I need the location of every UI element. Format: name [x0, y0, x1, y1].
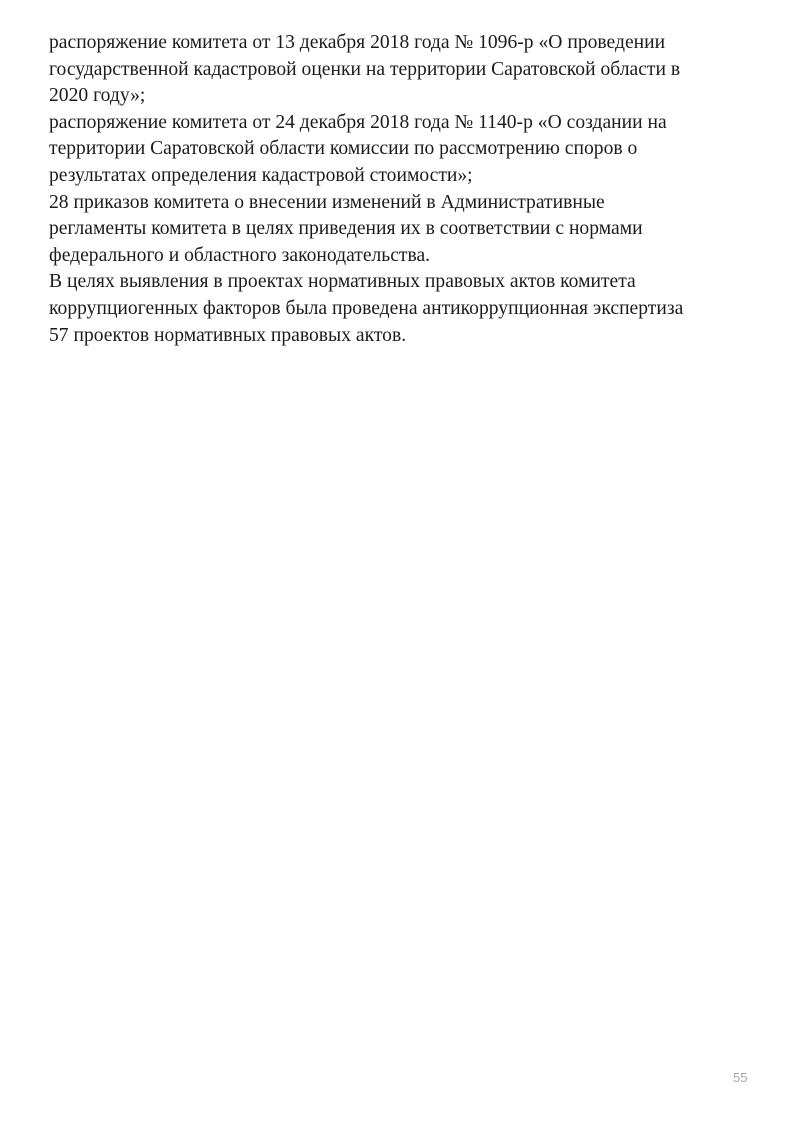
text-line: результатах определения кадастровой стоимости»;	[49, 164, 473, 186]
text-line: 28 приказов комитета о внесении изменений в Административные	[49, 191, 605, 213]
text-line: государственной кадастровой оценки на территории Саратовской области в	[49, 58, 681, 80]
text-line: распоряжение комитета от 13 декабря 2018 года № 1096-р «О проведении	[49, 32, 666, 53]
text-line: В целях выявления в проектах нормативных правовых актов комитета	[49, 271, 636, 293]
text-line: территории Саратовской области комиссии по рассмотрению споров о	[49, 138, 638, 160]
text-line: распоряжение комитета от 24 декабря 2018 года № 1140-р «О создании на	[49, 111, 667, 133]
text-line: регламенты комитета в целях приведения их в соответствии с нормами	[49, 218, 643, 240]
text-line: коррупциогенных факторов была проведена антикоррупционная экспертиза	[49, 297, 684, 319]
text-line: 2020 году»;	[49, 85, 146, 107]
document-body	[49, 30, 769, 349]
text-line: 57 проектов нормативных правовых актов.	[49, 324, 407, 346]
text-line: федерального и областного законодательства.	[49, 244, 431, 266]
page-number: 55	[733, 1070, 748, 1085]
